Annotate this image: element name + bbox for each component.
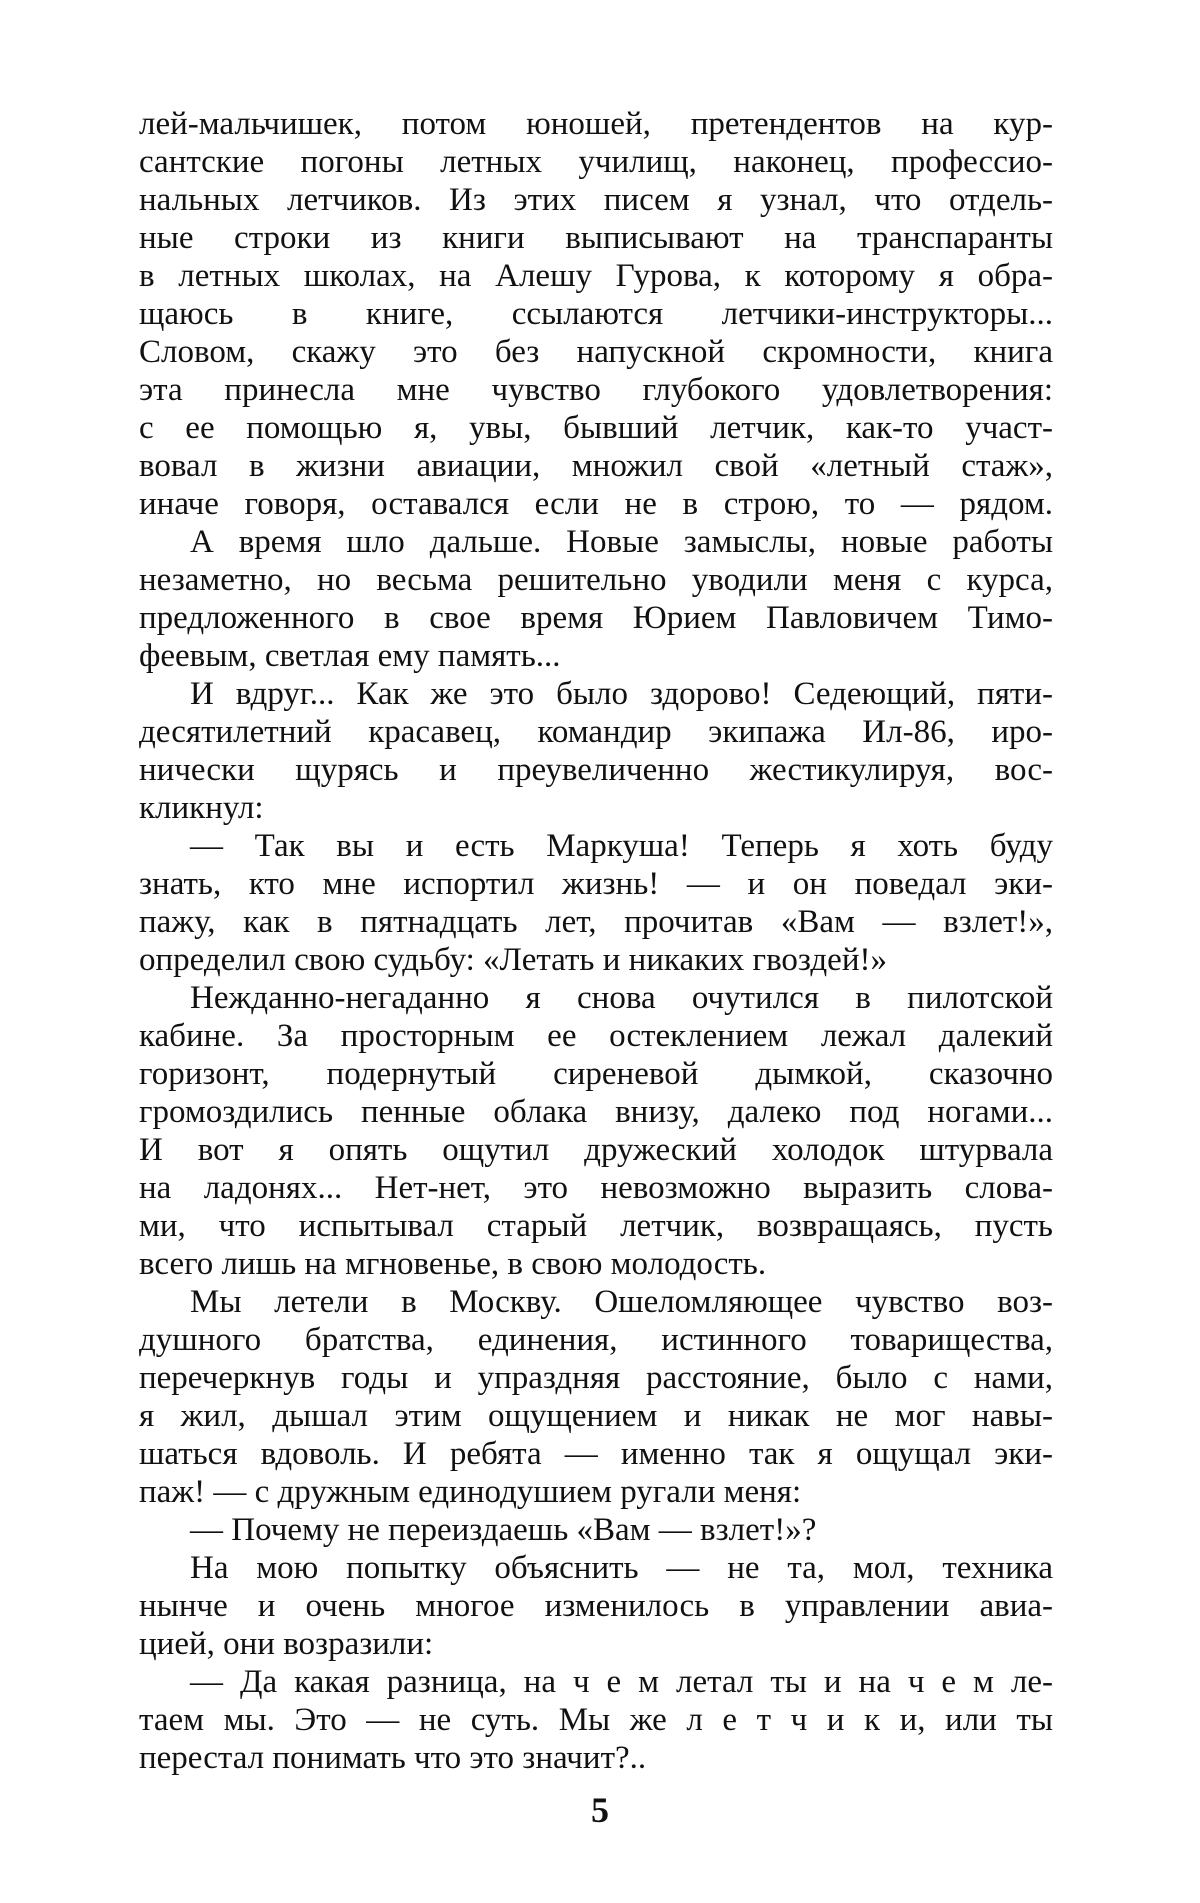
text-line: феевым, светлая ему память... [139, 638, 561, 674]
text-line: эта принесла мне чувство глубокого удовлетворения: [139, 372, 1053, 408]
paragraph-first-line: На мою попытку объяснить — не та, мол, техника [190, 1550, 1053, 1586]
text-line: незаметно, но весьма решительно уводили меня с курса, [139, 562, 1053, 598]
paragraph-first-line: А время шло дальше. Новые замыслы, новые работы [190, 524, 1053, 560]
text-line: в летных школах, на Алешу Гурова, к которому я обра- [139, 258, 1053, 294]
paragraph-first-line: Мы летели в Москву. Ошеломляющее чувство воз- [190, 1284, 1053, 1320]
text-line: перестал понимать что это значит?.. [139, 1740, 647, 1776]
text-line: нынче и очень многое изменилось в управлении авиа- [139, 1588, 1053, 1624]
text-line: И вот я опять ощутил дружеский холодок штурвала [139, 1132, 1053, 1168]
text-line: кликнул: [139, 790, 264, 826]
text-line: ми, что испытывал старый летчик, возвращаясь, пусть [139, 1208, 1053, 1244]
text-line: десятилетний красавец, командир экипажа Ил-86, иро- [139, 714, 1053, 750]
dialogue-line: — Да какая разница, на ч е м летал ты и на ч е м ле- [190, 1664, 1053, 1700]
text-line: кабине. За просторным ее остеклением лежал далекий [139, 1018, 1053, 1054]
text-line: определил свою судьбу: «Летать и никаких гвоздей!» [139, 942, 887, 978]
text-line: ные строки из книги выписывают на транспаранты [139, 220, 1053, 256]
paragraph-first-line: И вдруг... Как же это было здорово! Седеющий, пяти- [190, 676, 1053, 712]
text-line: таем мы. Это — не суть. Мы же л е т ч и к и, или ты [139, 1702, 1053, 1738]
text-line: громоздились пенные облака внизу, далеко под ногами... [139, 1094, 1053, 1130]
text-line: знать, кто мне испортил жизнь! — и он поведал эки- [139, 866, 1053, 902]
text-line: шаться вдоволь. И ребята — именно так я ощущал эки- [139, 1436, 1053, 1472]
text-line: щаюсь в книге, ссылаются летчики-инструкторы... [139, 296, 1053, 332]
text-line: цией, они возразили: [139, 1626, 434, 1662]
text-line: с ее помощью я, увы, бывший летчик, как-то участ- [139, 410, 1053, 446]
text-line: сантские погоны летных училищ, наконец, профессио- [139, 144, 1053, 180]
dialogue-line: — Так вы и есть Маркуша! Теперь я хоть буду [190, 828, 1053, 864]
text-line: душного братства, единения, истинного товарищества, [139, 1322, 1053, 1358]
text-line: перечеркнув годы и упраздняя расстояние, было с нами, [139, 1360, 1053, 1396]
text-line: нальных летчиков. Из этих писем я узнал, что отдель- [139, 182, 1053, 218]
text-line: нически щурясь и преувеличенно жестикулируя, вос- [139, 752, 1053, 788]
text-line: горизонт, подернутый сиреневой дымкой, сказочно [139, 1056, 1053, 1092]
text-line: лей-мальчишек, потом юношей, претендентов на кур- [139, 106, 1053, 142]
text-line: я жил, дышал этим ощущением и никак не мог навы- [139, 1398, 1053, 1434]
text-line: на ладонях... Нет-нет, это невозможно выразить слова- [139, 1170, 1053, 1206]
text-line: всего лишь на мгновенье, в свою молодость. [139, 1246, 767, 1282]
text-line: Словом, скажу это без напускной скромности, книга [139, 334, 1053, 370]
text-line: предложенного в свое время Юрием Павловичем Тимо- [139, 600, 1053, 636]
dialogue-line: — Почему не переиздаешь «Вам — взлет!»? [190, 1512, 817, 1548]
text-line: вовал в жизни авиации, множил свой «летный стаж», [139, 448, 1053, 484]
text-line: иначе говоря, оставался если не в строю, то — рядом. [139, 486, 1053, 522]
text-line: пажу, как в пятнадцать лет, прочитав «Вам — взлет!», [139, 904, 1053, 940]
page-number: 5 [591, 1790, 609, 1830]
paragraph-first-line: Нежданно-негаданно я снова очутился в пилотской [190, 980, 1053, 1016]
text-line: паж! — с дружным единодушием ругали меня: [139, 1474, 802, 1510]
